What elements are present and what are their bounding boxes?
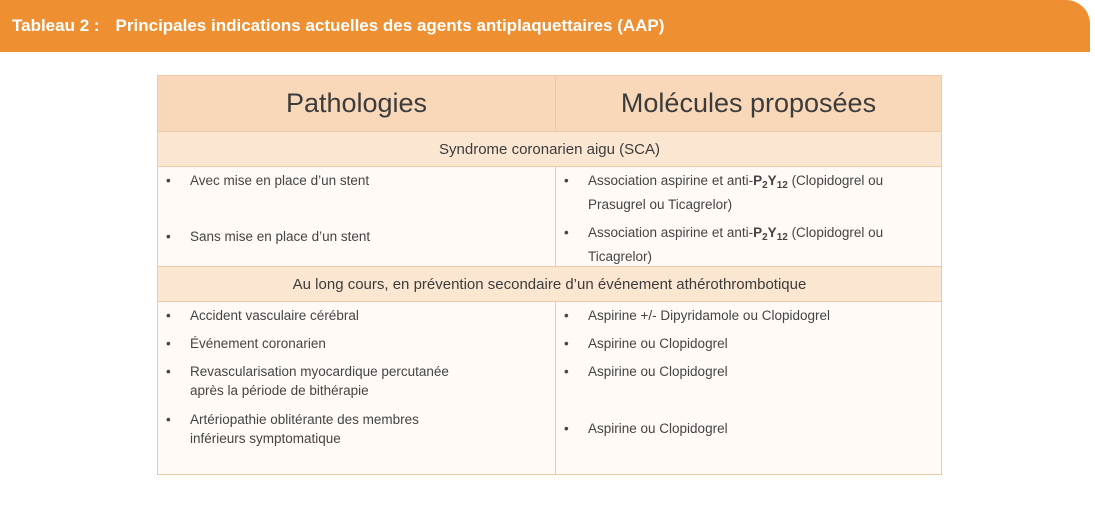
molecule-cell [556, 167, 942, 267]
list-item: • Sans mise en place d’un stent [190, 227, 547, 246]
molecule-text: Association aspirine et anti- [588, 173, 754, 188]
receptor-p: P [753, 173, 763, 188]
receptor-subscript: 2 [762, 232, 768, 243]
list-item: • Aspirine ou Clopidogrel [588, 334, 933, 353]
molecule-text: (Clopidogrel ou Prasugrel ou Ticagrelor) [588, 173, 884, 212]
table-title: Principales indications actuelles des agents antiplaquettaires (AAP) [115, 16, 665, 35]
list-item [588, 223, 933, 266]
receptor-subscript: 2 [762, 180, 768, 191]
pathology-cell [158, 302, 556, 475]
table-caption-banner [0, 0, 1090, 52]
column-header-molecules: Molécules proposées [556, 76, 942, 132]
indications-table [157, 75, 942, 475]
section-row [158, 132, 942, 167]
list-item: • Revascularisation myocardique percutanée après la période de bithérapie [190, 362, 485, 400]
list-item: • Accident vasculaire cérébral [190, 306, 547, 325]
list-item: • Événement coronarien [190, 334, 547, 353]
section-title-sca: Syndrome coronarien aigu (SCA) [158, 132, 942, 167]
molecule-text: (Clopidogrel ou Ticagrelor) [588, 225, 884, 264]
table-row [158, 302, 942, 475]
header-row [158, 76, 942, 132]
molecule-text: Association aspirine et anti- [588, 225, 754, 240]
list-item: • Aspirine ou Clopidogrel [588, 419, 933, 438]
list-item [588, 171, 933, 214]
receptor-p: P [753, 225, 763, 240]
table-row [158, 167, 942, 267]
section-title-long-term: Au long cours, en prévention secondaire d’un événement athérothrombotique [158, 267, 942, 302]
receptor-y: Y [767, 173, 777, 188]
column-header-pathologies: Pathologies [158, 76, 556, 132]
table-caption [12, 16, 664, 36]
receptor-subscript: 12 [776, 180, 788, 191]
list-item: • Aspirine +/- Dipyridamole ou Clopidogrel [588, 306, 933, 325]
list-item: • Artériopathie oblitérante des membres inférieurs symptomatique [190, 410, 465, 448]
list-item: • Aspirine ou Clopidogrel [588, 362, 933, 381]
molecule-cell [556, 302, 942, 475]
receptor-subscript: 12 [776, 232, 788, 243]
section-row [158, 267, 942, 302]
list-item: • Avec mise en place d’un stent [190, 171, 547, 190]
pathology-cell [158, 167, 556, 267]
table-number: Tableau 2 : [12, 16, 100, 35]
receptor-y: Y [767, 225, 777, 240]
